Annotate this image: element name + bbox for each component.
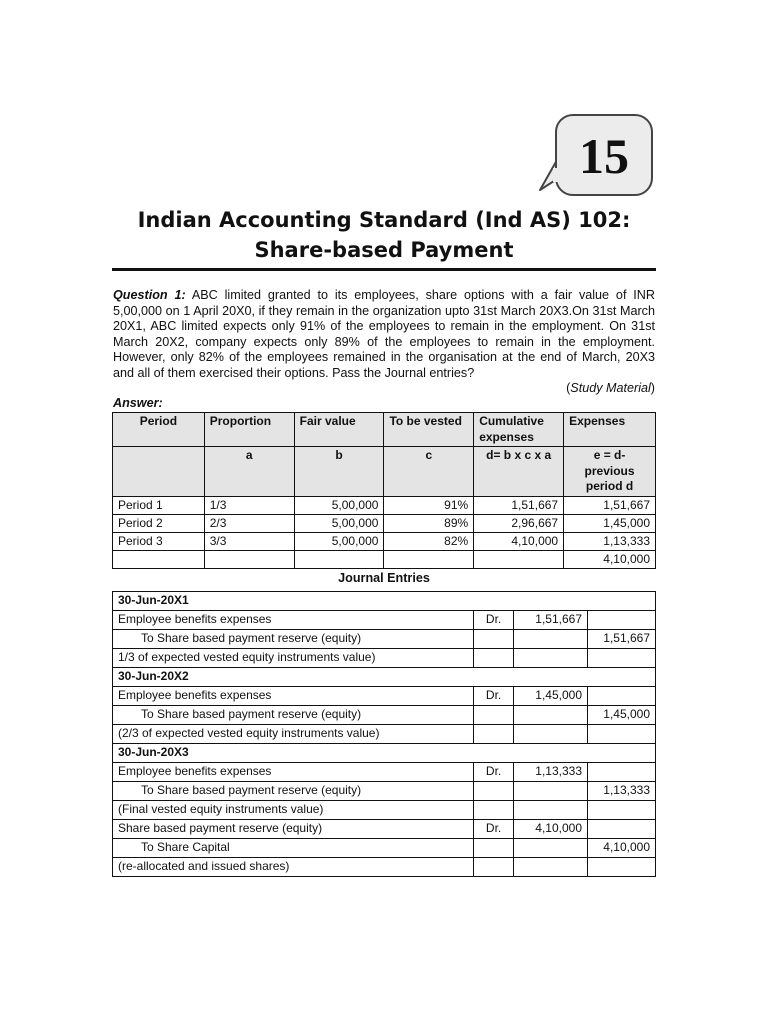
cell-expenses: 1,45,000 bbox=[564, 514, 656, 532]
journal-dr-marker bbox=[474, 858, 514, 877]
journal-debit-amount: 1,13,333 bbox=[514, 763, 588, 782]
journal-particulars: (2/3 of expected vested equity instruments value) bbox=[113, 725, 474, 744]
journal-particulars: Employee benefits expenses bbox=[113, 763, 474, 782]
journal-particulars: 1/3 of expected vested equity instruments value) bbox=[113, 649, 474, 668]
journal-dr-marker: Dr. bbox=[474, 820, 514, 839]
cell-proportion: 1/3 bbox=[204, 496, 294, 514]
journal-dr-marker: Dr. bbox=[474, 687, 514, 706]
subheader-period bbox=[113, 447, 205, 497]
journal-debit-amount bbox=[514, 630, 588, 649]
journal-dr-marker bbox=[474, 706, 514, 725]
journal-dr-marker bbox=[474, 649, 514, 668]
journal-date: 30-Jun-20X2 bbox=[113, 668, 656, 687]
header-to-be-vested: To be vested bbox=[384, 413, 474, 447]
journal-credit-amount bbox=[588, 687, 656, 706]
cell-period: Period 1 bbox=[113, 496, 205, 514]
cell-to-be-vested: 89% bbox=[384, 514, 474, 532]
speech-bubble-tail-mask bbox=[553, 168, 565, 182]
journal-row-narration bbox=[113, 649, 656, 668]
subheader-b: b bbox=[294, 447, 384, 497]
table-total-row bbox=[113, 550, 656, 568]
chapter-title-line-1: Indian Accounting Standard (Ind AS) 102: bbox=[137, 208, 631, 232]
cell-cumulative: 4,10,000 bbox=[474, 532, 564, 550]
journal-credit-amount: 1,13,333 bbox=[588, 782, 656, 801]
table-row bbox=[113, 532, 656, 550]
question-source: (Study Material) bbox=[566, 381, 655, 395]
journal-row-debit bbox=[113, 763, 656, 782]
journal-entries-title: Journal Entries bbox=[338, 571, 430, 585]
cell-total-expenses: 4,10,000 bbox=[564, 550, 656, 568]
journal-credit-amount bbox=[588, 801, 656, 820]
journal-dr-marker bbox=[474, 782, 514, 801]
journal-dr-marker bbox=[474, 839, 514, 858]
cell-expenses: 1,13,333 bbox=[564, 532, 656, 550]
journal-particulars: To Share based payment reserve (equity) bbox=[113, 706, 474, 725]
journal-row-debit bbox=[113, 611, 656, 630]
table-header-row bbox=[113, 413, 656, 447]
journal-credit-amount bbox=[588, 763, 656, 782]
journal-date: 30-Jun-20X3 bbox=[113, 744, 656, 763]
header-fair-value: Fair value bbox=[294, 413, 384, 447]
question-label: Question 1: bbox=[113, 288, 186, 302]
title-divider bbox=[112, 268, 656, 271]
chapter-number: 15 bbox=[579, 128, 629, 184]
journal-credit-amount: 4,10,000 bbox=[588, 839, 656, 858]
cell-fair-value: 5,00,000 bbox=[294, 496, 384, 514]
journal-debit-amount: 1,45,000 bbox=[514, 687, 588, 706]
journal-row-narration bbox=[113, 725, 656, 744]
table-row bbox=[113, 496, 656, 514]
cell-period: Period 2 bbox=[113, 514, 205, 532]
question-text: ABC limited granted to its employees, share options with a fair value of INR 5,00,000 on 1 April 20X0, if they remain in the organization upto 31st March 20X3.On 31st March 20X1, ABC limited expects only 91% of the employees to remain in the employment. On 31st March 20X2, company expects only 89% of the employees to remain in the employment. However, only 82% of the employees remained in the organisation at the end of March, 20X3 and all of them exercised their options. Pass the Journal entries? bbox=[113, 288, 655, 380]
vesting-calculation-table bbox=[112, 412, 656, 569]
journal-particulars: To Share based payment reserve (equity) bbox=[113, 630, 474, 649]
cell-cumulative: 2,96,667 bbox=[474, 514, 564, 532]
journal-debit-amount bbox=[514, 858, 588, 877]
journal-row-date bbox=[113, 592, 656, 611]
journal-credit-amount bbox=[588, 611, 656, 630]
journal-particulars: To Share Capital bbox=[113, 839, 474, 858]
subheader-d: d= b x c x a bbox=[474, 447, 564, 497]
journal-row-credit bbox=[113, 782, 656, 801]
journal-debit-amount bbox=[514, 725, 588, 744]
table-row bbox=[113, 514, 656, 532]
journal-debit-amount bbox=[514, 839, 588, 858]
answer-label: Answer: bbox=[113, 396, 163, 410]
journal-particulars: Employee benefits expenses bbox=[113, 611, 474, 630]
journal-debit-amount bbox=[514, 782, 588, 801]
cell-expenses: 1,51,667 bbox=[564, 496, 656, 514]
journal-credit-amount bbox=[588, 725, 656, 744]
journal-particulars: (Final vested equity instruments value) bbox=[113, 801, 474, 820]
journal-particulars: To Share based payment reserve (equity) bbox=[113, 782, 474, 801]
journal-row-debit bbox=[113, 820, 656, 839]
cell-fair-value: 5,00,000 bbox=[294, 514, 384, 532]
journal-particulars: Employee benefits expenses bbox=[113, 687, 474, 706]
journal-credit-amount bbox=[588, 820, 656, 839]
journal-debit-amount bbox=[514, 706, 588, 725]
journal-credit-amount bbox=[588, 649, 656, 668]
journal-row-debit bbox=[113, 687, 656, 706]
header-cumulative-expenses: Cumulative expenses bbox=[474, 413, 564, 447]
header-expenses: Expenses bbox=[564, 413, 656, 447]
cell-proportion: 2/3 bbox=[204, 514, 294, 532]
cell-to-be-vested: 82% bbox=[384, 532, 474, 550]
subheader-e: e = d- previous period d bbox=[564, 447, 656, 497]
journal-row-date bbox=[113, 744, 656, 763]
journal-debit-amount: 1,51,667 bbox=[514, 611, 588, 630]
journal-particulars: (re-allocated and issued shares) bbox=[113, 858, 474, 877]
chapter-title-line-2: Share-based Payment bbox=[254, 238, 514, 262]
journal-debit-amount bbox=[514, 649, 588, 668]
journal-particulars: Share based payment reserve (equity) bbox=[113, 820, 474, 839]
cell-proportion: 3/3 bbox=[204, 532, 294, 550]
question-paragraph bbox=[113, 288, 655, 382]
journal-dr-marker bbox=[474, 725, 514, 744]
question-source-text: Study Material bbox=[570, 381, 651, 395]
journal-row-narration bbox=[113, 858, 656, 877]
journal-credit-amount: 1,51,667 bbox=[588, 630, 656, 649]
journal-date: 30-Jun-20X1 bbox=[113, 592, 656, 611]
journal-row-narration bbox=[113, 801, 656, 820]
chapter-title bbox=[112, 205, 656, 265]
journal-debit-amount: 4,10,000 bbox=[514, 820, 588, 839]
cell-fair-value: 5,00,000 bbox=[294, 532, 384, 550]
journal-dr-marker bbox=[474, 801, 514, 820]
journal-credit-amount: 1,45,000 bbox=[588, 706, 656, 725]
chapter-number-bubble bbox=[555, 114, 653, 196]
cell-cumulative: 1,51,667 bbox=[474, 496, 564, 514]
subheader-a: a bbox=[204, 447, 294, 497]
journal-row-date bbox=[113, 668, 656, 687]
journal-entries-table bbox=[112, 591, 656, 877]
journal-credit-amount bbox=[588, 858, 656, 877]
journal-dr-marker: Dr. bbox=[474, 763, 514, 782]
table-subheader-row bbox=[113, 447, 656, 497]
journal-row-credit bbox=[113, 706, 656, 725]
journal-dr-marker: Dr. bbox=[474, 611, 514, 630]
subheader-c: c bbox=[384, 447, 474, 497]
journal-row-credit bbox=[113, 839, 656, 858]
cell-period: Period 3 bbox=[113, 532, 205, 550]
cell-to-be-vested: 91% bbox=[384, 496, 474, 514]
journal-dr-marker bbox=[474, 630, 514, 649]
journal-debit-amount bbox=[514, 801, 588, 820]
header-period: Period bbox=[113, 413, 205, 447]
journal-row-credit bbox=[113, 630, 656, 649]
header-proportion: Proportion bbox=[204, 413, 294, 447]
